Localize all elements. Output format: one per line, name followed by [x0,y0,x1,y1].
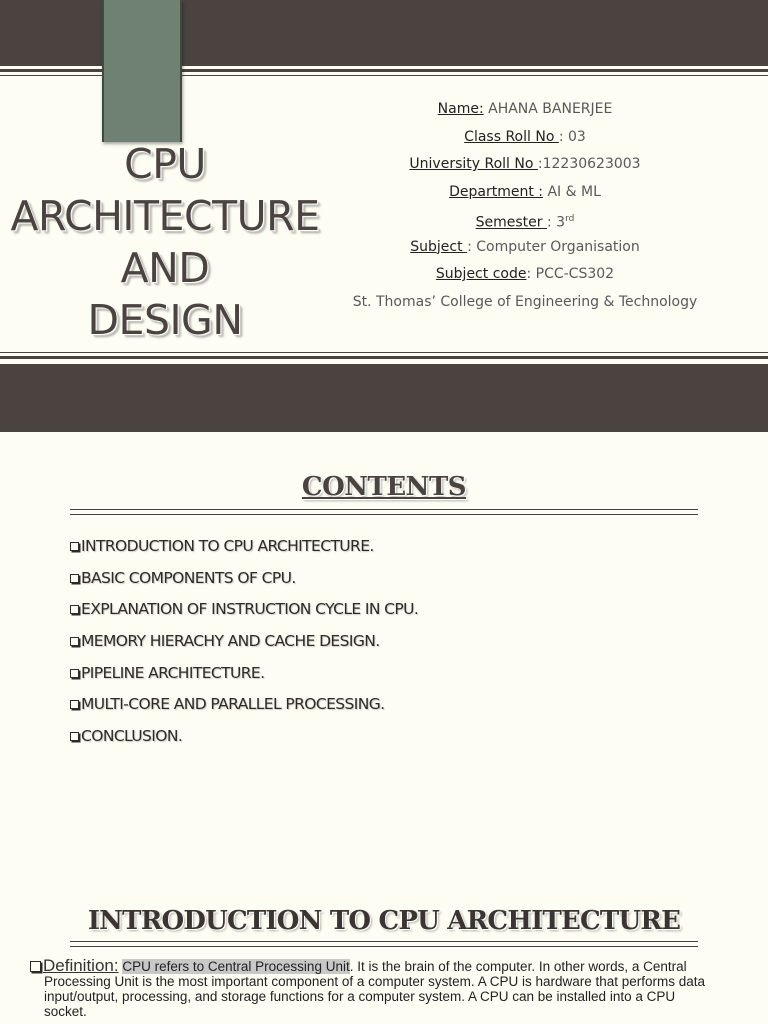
definition-line-4: socket. [44,1004,87,1019]
contents-divider-bottom [70,514,698,515]
info-row-college [345,289,705,317]
college-name: St. Thomas’ College of Engineering & Technology [352,293,698,310]
info-row-name [345,96,705,124]
definition-line-1 [30,958,750,974]
bottom-rule-thin [0,352,768,353]
checkbox-bullet-icon [70,669,79,678]
definition-line-3: input/output, processing, and storage functions for a computer system. A CPU can be installed into a CPU [44,989,676,1004]
checkbox-bullet-icon [30,961,41,972]
checkbox-bullet-icon [70,574,79,583]
contents-list [70,532,418,754]
semester-label: Semester [475,214,547,231]
definition-paragraph [30,958,750,1019]
university-roll-label: University Roll No [409,156,538,172]
checkbox-bullet-icon [70,700,79,709]
title-line-2: ARCHITECTURE [10,192,320,240]
semester-value: : 3 [547,214,566,231]
info-row-university-roll [345,151,705,179]
checkbox-bullet-icon [70,605,79,614]
definition-line-2: Processing Unit is the most important component of a computer system. A CPU is hardware that performs data [44,974,706,989]
title-line-1: CPU [124,140,206,188]
department-label: Department : [449,183,544,200]
title-line-3: AND [120,244,210,292]
definition-highlight: CPU refers to Central Processing Unit [122,959,350,974]
intro-divider-bottom [70,946,698,947]
roll-label: Class Roll No [464,128,559,145]
slide-title [0,138,330,346]
intro-heading: INTRODUCTION TO CPU ARCHITECTURE [87,906,681,936]
contents-item: INTRODUCTION TO CPU ARCHITECTURE. [70,532,418,564]
definition-label: Definition: [43,956,119,975]
contents-item: BASIC COMPONENTS OF CPU. [70,564,418,596]
name-value: AHANA BANERJEE [483,101,613,117]
bottom-rule-thick [0,356,768,359]
subject-label: Subject [410,238,468,255]
checkbox-bullet-icon [70,542,79,551]
university-roll-value: :12230623003 [537,156,641,172]
info-row-subject-code [345,261,705,289]
name-label: Name: [437,101,484,117]
info-row-semester [345,206,705,234]
subject-code-value: : PCC-CS302 [526,266,615,282]
contents-item: PIPELINE ARCHITECTURE. [70,659,418,691]
intro-divider-top [70,941,698,942]
contents-heading: CONTENTS [301,472,467,502]
bottom-header-band [0,364,768,432]
semester-suffix: rd [565,214,575,224]
department-value: AI & ML [543,183,601,200]
subject-value: : Computer Organisation [467,238,640,255]
definition-text-1: . It is the brain of the computer. In other words, a Central [349,959,687,974]
checkbox-bullet-icon [70,732,79,741]
contents-divider-top [70,509,698,510]
info-row-department [345,179,705,207]
bookmark-ribbon [102,0,182,142]
roll-value: : 03 [558,128,586,145]
contents-item: EXPLANATION OF INSTRUCTION CYCLE IN CPU. [70,595,418,627]
subject-code-label: Subject code [435,266,527,282]
contents-item: CONCLUSION. [70,722,418,754]
info-row-roll [345,124,705,152]
checkbox-bullet-icon [70,637,79,646]
student-info-block [345,96,705,316]
info-row-subject [345,234,705,262]
contents-item: MEMORY HIERACHY AND CACHE DESIGN. [70,627,418,659]
contents-item: MULTI-CORE AND PARALLEL PROCESSING. [70,690,418,722]
title-line-4: DESIGN [87,296,243,344]
